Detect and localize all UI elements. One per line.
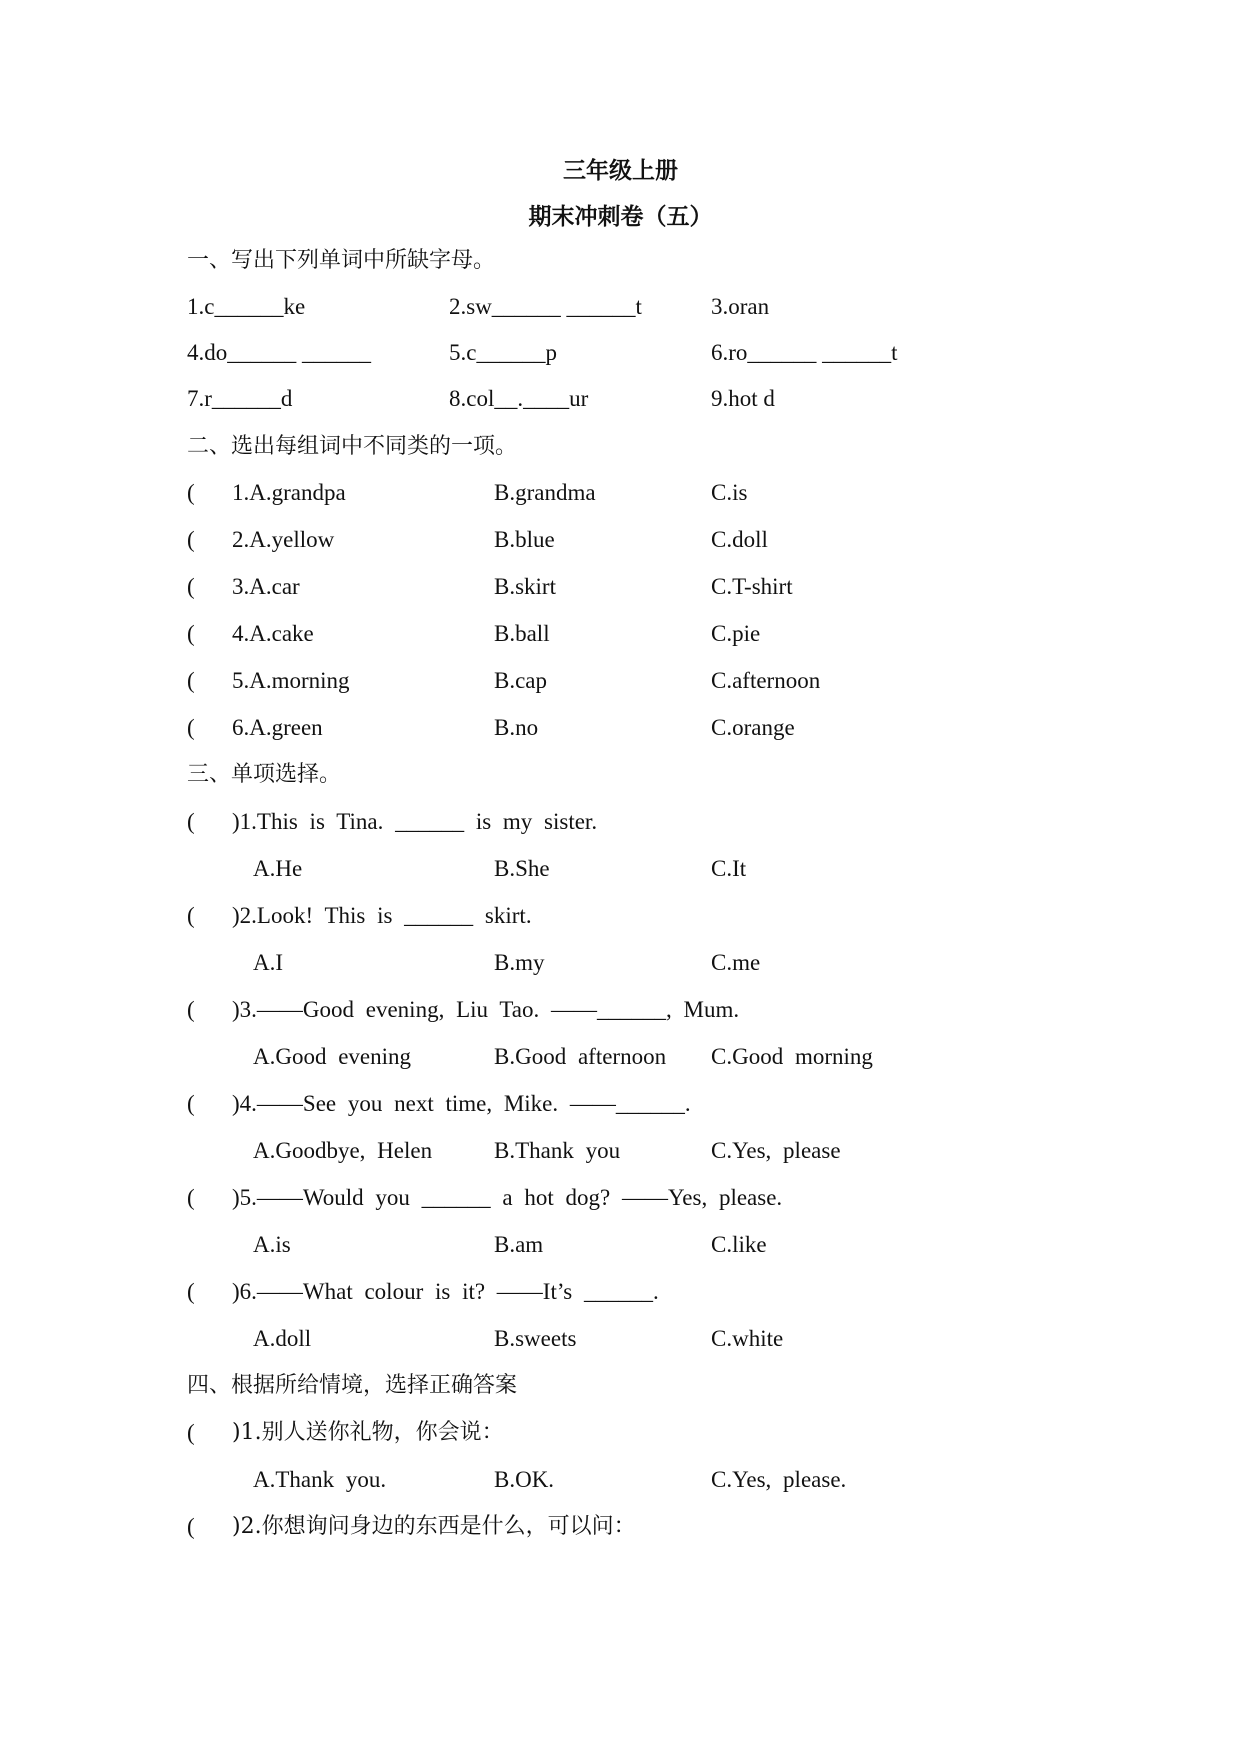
option-a: 3.A.car bbox=[232, 574, 300, 599]
option-a: A.He bbox=[253, 856, 303, 881]
options-row bbox=[187, 1465, 1087, 1495]
option-a: A.Good evening bbox=[253, 1044, 412, 1069]
option-a: 6.A.green bbox=[232, 715, 323, 740]
option-c: C.is bbox=[711, 480, 748, 505]
option-c: C.pie bbox=[711, 621, 761, 646]
option-b: B.no bbox=[494, 715, 539, 740]
word-item: 9.hot d bbox=[711, 386, 775, 411]
option-a: 1.A.grandpa bbox=[232, 480, 346, 505]
word-item: 2.sw______ ______t bbox=[449, 294, 642, 319]
word-item: 7.r______d bbox=[187, 386, 293, 411]
section2-heading: 二、选出每组词中不同类的一项。 bbox=[187, 434, 518, 459]
question-text: )3.——Good evening, Liu Tao. ——______, Mum. bbox=[232, 997, 740, 1022]
option-c: C.orange bbox=[711, 715, 795, 740]
section4-heading: 四、根据所给情境，选择正确答案 bbox=[187, 1373, 518, 1398]
word-item: 3.oran bbox=[711, 294, 770, 319]
option-a: 2.A.yellow bbox=[232, 527, 335, 552]
question-text: )1.This is Tina. ______ is my sister. bbox=[232, 809, 598, 834]
option-c: C.Yes, please. bbox=[711, 1467, 847, 1492]
option-b: B.cap bbox=[494, 668, 548, 693]
question-row bbox=[187, 572, 1087, 602]
question-row bbox=[187, 901, 1087, 931]
section3-heading: 三、单项选择。 bbox=[187, 762, 342, 787]
question-row bbox=[187, 619, 1087, 649]
option-b: B.my bbox=[494, 950, 545, 975]
section1-row bbox=[187, 338, 1087, 368]
question-row bbox=[187, 1512, 1087, 1542]
answer-paren: ( bbox=[187, 1420, 195, 1445]
option-a: A.is bbox=[253, 1232, 291, 1257]
option-b: B.am bbox=[494, 1232, 544, 1257]
option-b: B.blue bbox=[494, 527, 555, 552]
answer-paren: ( bbox=[187, 621, 195, 646]
option-c: C.It bbox=[711, 856, 747, 881]
question-text: )6.——What colour is it? ——It’s ______. bbox=[232, 1279, 659, 1304]
option-c: C.me bbox=[711, 950, 761, 975]
word-item: 8.col__.____ur bbox=[449, 386, 589, 411]
question-row bbox=[187, 1089, 1087, 1119]
answer-paren: ( bbox=[187, 1514, 195, 1539]
question-row bbox=[187, 807, 1087, 837]
option-b: B.OK. bbox=[494, 1467, 555, 1492]
answer-paren: ( bbox=[187, 997, 195, 1022]
section1-row bbox=[187, 384, 1087, 414]
option-a: A.doll bbox=[253, 1326, 312, 1351]
answer-paren: ( bbox=[187, 668, 195, 693]
question-text: )2.Look! This is ______ skirt. bbox=[232, 903, 532, 928]
option-b: B.sweets bbox=[494, 1326, 577, 1351]
option-b: B.ball bbox=[494, 621, 550, 646]
question-row bbox=[187, 478, 1087, 508]
answer-paren: ( bbox=[187, 527, 195, 552]
option-c: C.like bbox=[711, 1232, 767, 1257]
options-row bbox=[187, 1324, 1087, 1354]
answer-paren: ( bbox=[187, 903, 195, 928]
option-a: A.Thank you. bbox=[253, 1467, 387, 1492]
question-text: )4.——See you next time, Mike. ——______. bbox=[232, 1091, 691, 1116]
word-item: 1.c______ke bbox=[187, 294, 306, 319]
question-row bbox=[187, 713, 1087, 743]
option-a: A.Goodbye, Helen bbox=[253, 1138, 433, 1163]
answer-paren: ( bbox=[187, 809, 195, 834]
question-text: )2.你想询问身边的东西是什么，可以问： bbox=[232, 1514, 636, 1539]
section1-row bbox=[187, 292, 1087, 322]
option-c: C.doll bbox=[711, 527, 768, 552]
options-row bbox=[187, 1136, 1087, 1166]
question-text: )1.别人送你礼物，你会说： bbox=[232, 1420, 504, 1445]
option-c: C.T-shirt bbox=[711, 574, 793, 599]
question-row bbox=[187, 995, 1087, 1025]
option-a: 5.A.morning bbox=[232, 668, 350, 693]
question-row bbox=[187, 525, 1087, 555]
options-row bbox=[187, 854, 1087, 884]
question-row bbox=[187, 1418, 1087, 1448]
option-a: A.I bbox=[253, 950, 284, 975]
option-c: C.white bbox=[711, 1326, 784, 1351]
answer-paren: ( bbox=[187, 715, 195, 740]
answer-paren: ( bbox=[187, 1091, 195, 1116]
option-b: B.Good afternoon bbox=[494, 1044, 667, 1069]
option-b: B.Thank you bbox=[494, 1138, 621, 1163]
answer-paren: ( bbox=[187, 1279, 195, 1304]
question-row bbox=[187, 666, 1087, 696]
question-text: )5.——Would you ______ a hot dog? ——Yes, please. bbox=[232, 1185, 783, 1210]
question-row bbox=[187, 1183, 1087, 1213]
option-c: C.Good morning bbox=[711, 1044, 873, 1069]
option-a: 4.A.cake bbox=[232, 621, 314, 646]
section1-heading: 一、写出下列单词中所缺字母。 bbox=[187, 248, 496, 273]
answer-paren: ( bbox=[187, 574, 195, 599]
option-b: B.She bbox=[494, 856, 550, 881]
answer-paren: ( bbox=[187, 480, 195, 505]
option-c: C.Yes, please bbox=[711, 1138, 841, 1163]
word-item: 4.do______ ______ bbox=[187, 340, 371, 365]
option-b: B.grandma bbox=[494, 480, 596, 505]
options-row bbox=[187, 948, 1087, 978]
option-c: C.afternoon bbox=[711, 668, 821, 693]
word-item: 6.ro______ ______t bbox=[711, 340, 898, 365]
option-b: B.skirt bbox=[494, 574, 556, 599]
page-title: 三年级上册 bbox=[563, 158, 678, 184]
answer-paren: ( bbox=[187, 1185, 195, 1210]
page-subtitle: 期末冲刺卷（五） bbox=[528, 204, 713, 230]
word-item: 5.c______p bbox=[449, 340, 557, 365]
question-row bbox=[187, 1277, 1087, 1307]
options-row bbox=[187, 1042, 1087, 1072]
options-row bbox=[187, 1230, 1087, 1260]
